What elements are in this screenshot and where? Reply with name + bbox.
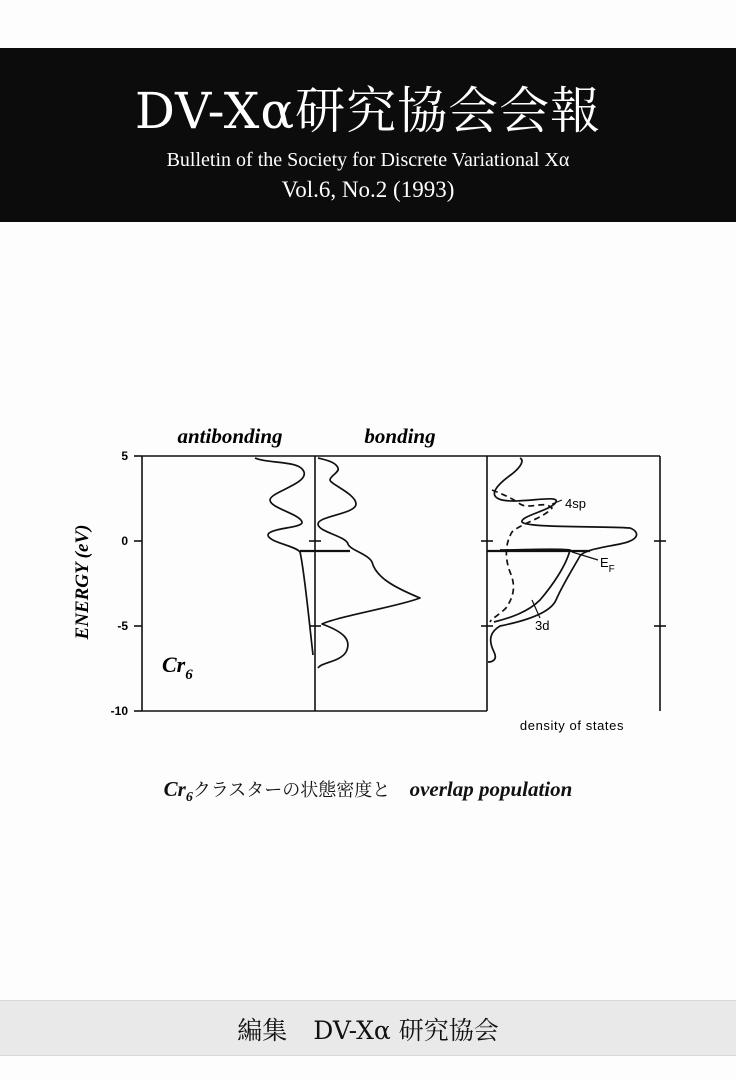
caption-cr-main: Cr (163, 777, 186, 801)
y-tick-label-minus5: -5 (117, 619, 128, 633)
dos-x-axis-label: density of states (519, 718, 625, 733)
dos-ef-label-sub: F (608, 564, 615, 575)
energy-axis-label: ENERGY (eV) (72, 524, 93, 640)
dos-3d-label: 3d (535, 618, 550, 633)
y-tick-label-5: 5 (121, 449, 128, 463)
dos-total-curve (488, 458, 637, 662)
journal-subtitle: Bulletin of the Society for Discrete Variational Xα (166, 149, 570, 171)
footer-editor (237, 1011, 499, 1047)
footer-edit-label: 編集 (237, 1016, 288, 1045)
cover-banner (0, 48, 736, 222)
caption-cr-sub: 6 (185, 790, 193, 806)
caption-japanese: クラスターの状態密度と (192, 780, 391, 801)
dos-4sp-label: 4sp (565, 496, 586, 511)
dos-figure-svg (0, 400, 736, 760)
caption-overlap-population: overlap population (409, 777, 573, 801)
dos-ef-label-main: E (600, 555, 609, 570)
leader-ef (572, 552, 598, 560)
antibonding-label: antibonding (177, 424, 283, 448)
y-tick-label-0: 0 (121, 534, 128, 548)
cluster-label-main: Cr (162, 652, 186, 677)
bonding-label: bonding (364, 424, 436, 448)
figure-caption (0, 774, 736, 813)
footer-organization: DV-Xα 研究協会 (313, 1016, 499, 1045)
y-tick-label-minus10: -10 (110, 704, 128, 718)
dos-ef-label (600, 555, 615, 575)
volume-number: Vol.6, No.2 (1993) (281, 177, 455, 202)
cluster-label-sub: 6 (185, 667, 193, 683)
antibonding-overlap-curve (255, 458, 313, 655)
cover-figure (0, 400, 736, 760)
bonding-overlap-curve (318, 458, 420, 668)
journal-title: DV-Xα研究協会会報 (134, 82, 602, 140)
cluster-label (162, 652, 193, 683)
dos-3d-curve (494, 549, 570, 622)
footer-band (0, 1000, 736, 1056)
